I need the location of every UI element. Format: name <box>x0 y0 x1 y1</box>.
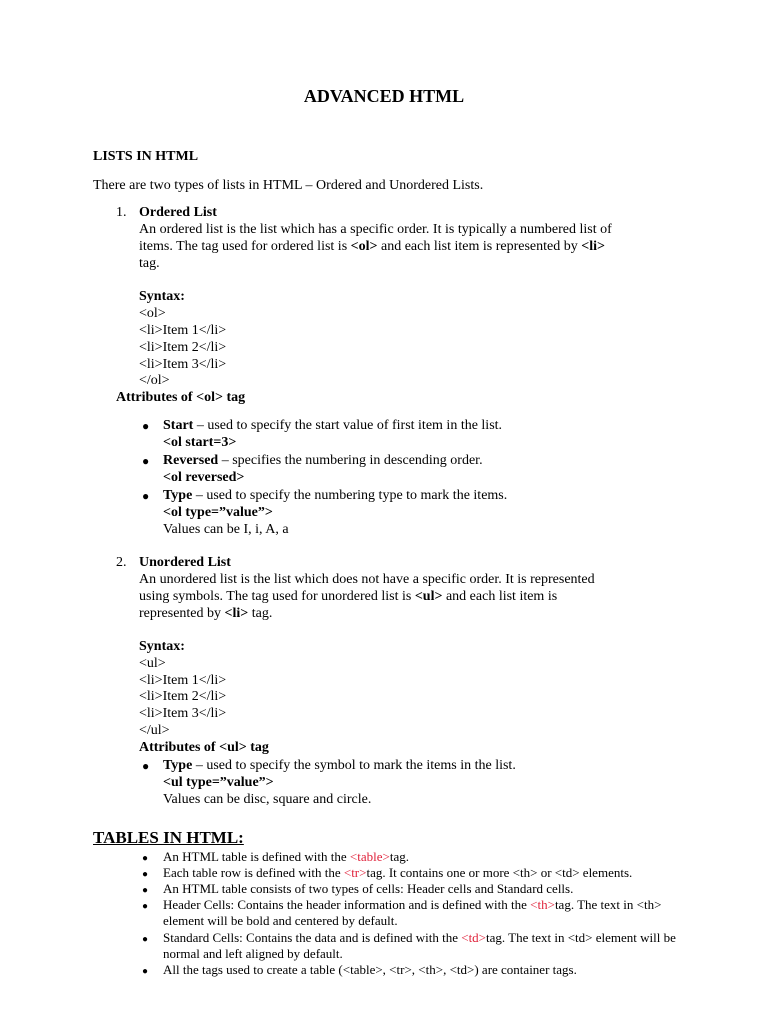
lists-heading: LISTS IN HTML <box>93 149 199 164</box>
unordered-syntax-line: <li>Item 1</li> <box>139 673 227 688</box>
unordered-list-title: Unordered List <box>139 555 231 570</box>
ordered-desc-line2: items. The tag used for ordered list is <ol> and each list item is represented by <li> <box>139 239 605 254</box>
ol-attr-reversed-code: <ol reversed> <box>163 470 245 485</box>
ordered-list-title: Ordered List <box>139 205 217 220</box>
ol-attr-start-code: <ol start=3> <box>163 435 237 450</box>
unordered-list-number: 2. <box>116 555 127 570</box>
tables-heading: TABLES IN HTML: <box>93 828 244 847</box>
bullet-icon: ● <box>142 934 149 945</box>
unordered-syntax-label: Syntax: <box>139 639 185 654</box>
ordered-syntax-line: <li>Item 3</li> <box>139 357 227 372</box>
bullet-icon: ● <box>142 454 150 468</box>
ordered-desc-line3: tag. <box>139 256 160 271</box>
ul-attr-type-code: <ul type=”value”> <box>163 775 274 790</box>
ul-attributes-heading: Attributes of <ul> tag <box>139 740 269 755</box>
tables-item-continued: normal and left aligned by default. <box>163 946 343 961</box>
bullet-icon: ● <box>142 759 150 773</box>
ordered-desc-line1: An ordered list is the list which has a specific order. It is typically a numbered list of <box>139 222 612 237</box>
ordered-list-number: 1. <box>116 205 127 220</box>
bullet-icon: ● <box>142 869 149 880</box>
lists-intro: There are two types of lists in HTML – Ordered and Unordered Lists. <box>93 178 484 193</box>
ordered-syntax-line: <ol> <box>139 306 166 321</box>
bullet-icon: ● <box>142 885 149 896</box>
ol-attr-start: Start – used to specify the start value of first item in the list. <box>163 418 503 433</box>
ol-attr-type: Type – used to specify the numbering type to mark the items. <box>163 488 508 503</box>
unordered-desc-line1: An unordered list is the list which does not have a specific order. It is represented <box>139 572 595 587</box>
bullet-icon: ● <box>142 489 150 503</box>
unordered-syntax-line: <ul> <box>139 656 166 671</box>
ordered-syntax-line: <li>Item 2</li> <box>139 340 227 355</box>
ordered-syntax-line: <li>Item 1</li> <box>139 323 227 338</box>
ol-attributes-heading: Attributes of <ol> tag <box>116 390 246 405</box>
bullet-icon: ● <box>142 853 149 864</box>
page-title: ADVANCED HTML <box>303 86 465 106</box>
tables-item-continued: element will be bold and centered by default. <box>163 913 398 928</box>
unordered-desc-line2: using symbols. The tag used for unordered list is <ul> and each list item is <box>139 589 558 604</box>
ol-attr-type-code: <ol type=”value”> <box>163 505 273 520</box>
ordered-syntax-label: Syntax: <box>139 289 185 304</box>
tables-item: All the tags used to create a table (<table>, <tr>, <th>, <td>) are container tags. <box>163 962 577 977</box>
bullet-icon: ● <box>142 419 150 433</box>
tables-item: Standard Cells: Contains the data and is defined with the <td>tag. The text in <td> element will be <box>163 930 676 945</box>
tables-item: An HTML table consists of two types of cells: Header cells and Standard cells. <box>163 881 574 896</box>
unordered-desc-line3: represented by <li> tag. <box>139 606 273 621</box>
ol-attr-reversed: Reversed – specifies the numbering in descending order. <box>163 453 483 468</box>
bullet-icon: ● <box>142 901 149 912</box>
tables-item: Header Cells: Contains the header information and is defined with the <th>tag. The text in <th> <box>163 897 662 912</box>
ul-attr-type-values: Values can be disc, square and circle. <box>163 792 372 807</box>
tables-item: An HTML table is defined with the <table>tag. <box>163 849 409 864</box>
ol-attr-type-values: Values can be I, i, A, a <box>163 522 289 537</box>
ordered-syntax-line: </ol> <box>139 373 170 388</box>
bullet-icon: ● <box>142 966 149 977</box>
unordered-syntax-line: <li>Item 2</li> <box>139 689 227 704</box>
tables-item: Each table row is defined with the <tr>tag. It contains one or more <th> or <td> elements. <box>163 865 633 880</box>
ul-attr-type: Type – used to specify the symbol to mark the items in the list. <box>163 758 516 773</box>
unordered-syntax-line: <li>Item 3</li> <box>139 706 227 721</box>
unordered-syntax-line: </ul> <box>139 723 170 738</box>
